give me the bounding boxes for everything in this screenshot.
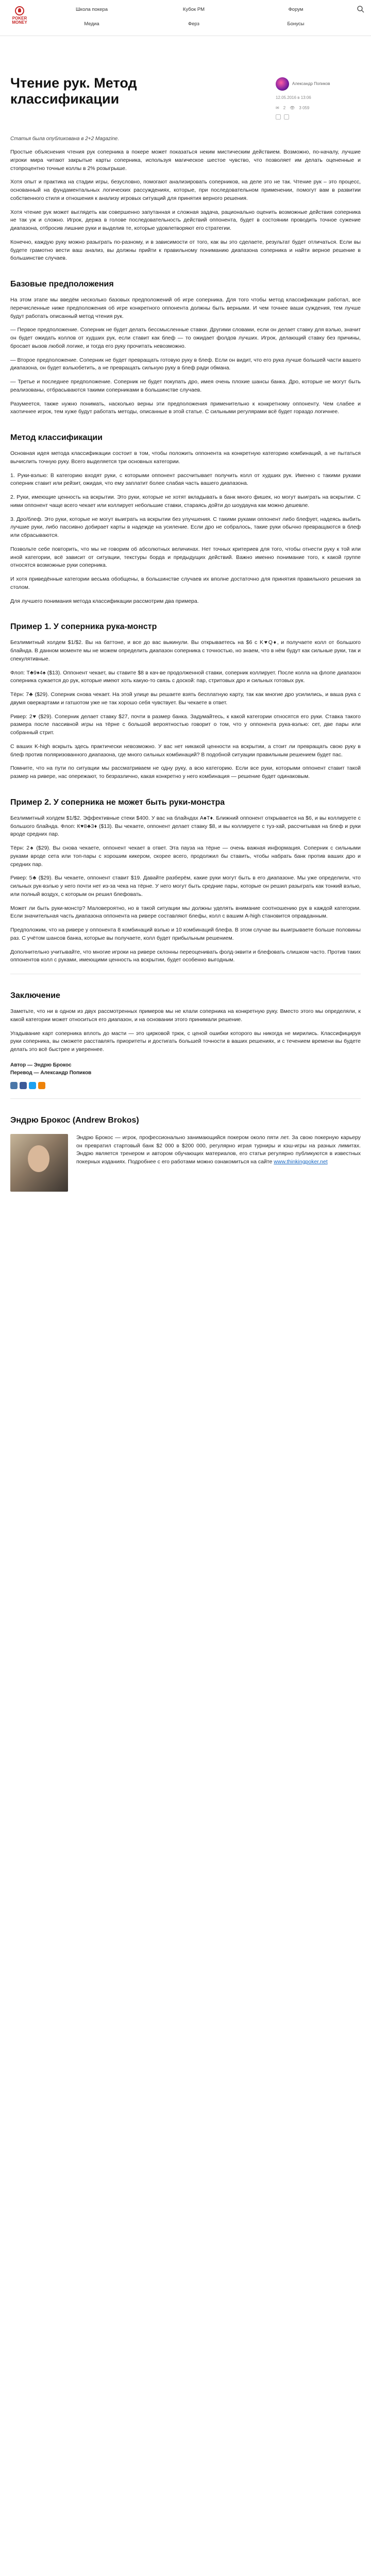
comments-count[interactable]: 2 (283, 106, 286, 110)
section-paragraph: Флоп: T♣9♦4♠ ($13). Оппонент чекает, вы ставите $8 в кач-ве продолженной ставки, соперник коллирует. После колла на флопе диапазон соперника сужается до рук, которые имеют хоть какую-то связь с доской: пар, стритовых дро и сильных готовых рук. (10, 669, 361, 684)
facebook-share-icon[interactable] (20, 1082, 27, 1089)
section-paragraph: — Второе предположение. Соперник не будет превращать готовую руку в блеф. Если он видит, что его рука лучше большей части вашего диапазона, он будет вэльюбетить, а не превращать сильную руку в блеф ради обмана. (10, 357, 361, 371)
intro-paragraph: Хотя чтение рук может выглядеть как совершенно запутанная и сложная задача, рационально оценить возможные действия соперника не так уж и сложно. Игрок, держа в голове последовательность действий оппонента, будет в состоянии проводить точное сужение диапазона, отбросив лишние руки и выделив те, которые удовлетворяют его стратегии. (10, 209, 361, 231)
nav-item-forum[interactable]: Форум (288, 7, 303, 12)
twitter-share-icon[interactable] (29, 1082, 36, 1089)
bio-link[interactable]: www.thinkingpoker.net (274, 1159, 328, 1165)
section-heading: Метод классификации (10, 433, 103, 442)
section-paragraph: На этом этапе мы введём несколько базовых предположений об игре соперника. Для того чтобы метод классификации работал, все перечисленные ниже предположения об игре конкретного оппонента должны быть верными. И чем точнее ваши суждения, тем лучше будут работать описанный метод чтения рук. (10, 297, 361, 319)
nav-item-bonuses[interactable]: Бонусы (287, 21, 305, 27)
comments-icon: ✉ (276, 106, 279, 110)
section-paragraph: Позвольте себе повторить, что мы не говорим об абсолютных величинах. Нет точных критериев для того, чтобы отнести руку к той или иной категории, всё зависит от ситуации, текстуры борда и предыдущих действий. Важно именно понимание того, к какой группе относятся возможные руки соперника. (10, 546, 361, 569)
section-paragraph: Ривер: 5♣ ($29). Вы чекаете, оппонент ставит $19. Давайте разберём, какие руки могут быть в его диапазоне. Мы уже определили, что сильных рук-вэлью у него почти нет из-за чека на тёрне. У него могут быть средние пары, которые он решил разыграть как тонкий вэлью, или полный воздух, с которым он решил блефовать. (10, 875, 361, 897)
share-icon[interactable] (276, 114, 281, 120)
section-paragraph: 2. Руки, имеющие ценность на вскрытии. Это руки, которые не хотят вкладывать в банк много фишек, но могут выиграть на вскрытии. С ними оппонент чаще всего чекает или коллирует небольшие ставки, стараясь дойти до шоудауна как можно дешевле. (10, 494, 361, 509)
byline-translator: Перевод — Александр Попиков (10, 1070, 92, 1076)
main-nav (49, 5, 338, 29)
search-icon[interactable] (357, 5, 365, 13)
section-paragraph: — Третье и последнее предположение. Соперник не будет покупать дро, имея очень плохие шансы банка. Дро, которые не могут быть реализованы, отбрасываются такими соперниками в большинстве случаев. (10, 379, 361, 393)
ok-share-icon[interactable] (38, 1082, 45, 1089)
bio-text: Эндрю Брокос — игрок, профессионально занимающийся покером около пяти лет. За свою покерную карьеру он превратил стартовый банк $2 000 в $200 000, регулярно играя турниры и кэш-игры на разных лимитах. Эндрю является тренером и автором обучающих материалов, его статьи регулярно публикуются в известных покерных изданиях. Подробнее с его работами можно ознакомиться на сайте (76, 1134, 361, 1165)
author-bio (10, 1134, 361, 1192)
intro-paragraph: Простые объяснения чтения рук соперника в покере может показаться неким мистическим действием. Возможно, по-началу, лучшие игроки мира читают закрытые карты соперника, используя магическое шестое чувство, что позволяет им делать оцененные и стопроцентно точные коллы в 2% розыгрыше. (10, 149, 361, 172)
author-photo (10, 1134, 68, 1192)
section-paragraph: Безлимитный холдем $1/$2. Эффективные стеки $400. У вас на блайндах А♠Т♦. Ближний оппонент открывается на $6, и вы коллируете с большого блайнда. Флоп: К♥8♣3♦ ($13). Вы чекаете, оппонент делает ставку $8, и вы коллируете с туз-хай, рассчитывая на блеф и руки вроде средних пар. (10, 815, 361, 838)
section-paragraph: Предположим, что на ривере у оппонента 8 комбинаций вэлью и 10 комбинаций блефа. В этом случае вы выигрываете больше половины раз. С учётом шансов банка, которые вы получаете, колл будет прибыльным решением. (10, 927, 361, 941)
divider (10, 1098, 361, 1099)
byline-author: Автор — Эндрю Брокос (10, 1062, 72, 1068)
section-paragraph: Безлимитный холдем $1/$2. Вы на баттоне, и все до вас выкинули. Вы открываетесь на $6 с K♥Q♦, и получаете колл от большого блайнда. В данном моменте мы не можем определить диапазон соперника с точностью, но знаем, что в нём будут как сильные руки, так и спекулятивные. (10, 639, 361, 662)
bookmark-icon[interactable] (284, 114, 289, 120)
section-paragraph: Угадывание карт соперника вплоть до масти — это цирковой трюк, с ценой ошибки которого вы никогда не мирились. Классифицируя руки соперника, вы сможете расставлять приоритеты и достигать большей точности в ваших решениях, и с течением времени вы будете делать это всё быстрее и увереннее. (10, 1030, 361, 1053)
bio-title: Эндрю Брокос (Andrew Brokos) (10, 1115, 139, 1125)
section-paragraph: Тёрн: 7♣ ($29). Соперник снова чекает. На этой улице вы решаете взять бесплатную карту, так как многие дро усилились, и ваша рука с двумя оверкартами и гатшотом уже не так хорошо себя чувствует. Вы чекаете в ответ. (10, 691, 361, 706)
section-paragraph: Тёрн: 2♠ ($29). Вы снова чекаете, оппонент чекает в ответ. Эта пауза на тёрне — очень важная информация. Соперник с сильными руками вроде сета или топ-пары с хорошим кикером, скорее всего, продолжил бы ставить, чтобы набрать банк против ваших дро и средних пар. (10, 845, 361, 868)
section-heading: Базовые предположения (10, 280, 114, 289)
intro-paragraph: Хотя опыт и практика на стадии игры, безусловно, помогают анализировать соперников, на деле это не так. Чтение рук – это процесс, основанный на фундаментальных логических рассуждениях, которые, при последовательном применении, помогут вам в развитии собственного стиля и отношения к анализу игровых ситуаций для принятия верного решения. (10, 179, 361, 201)
publish-date: 12.05.2016 в 13:06 (276, 95, 311, 100)
views-count: 3 059 (299, 106, 310, 110)
nav-item-school[interactable]: Школа покера (75, 7, 108, 12)
section-paragraph: 1. Руки-вэлью: В категорию входят руки, с которыми оппонент рассчитывает получить колл от худших рук. Именно с такими руками соперник ставит или рейзит, ожидая, что ему заплатит более слабая часть вашего диапазона. (10, 472, 361, 487)
section-paragraph: Дополнительно учитывайте, что многие игроки на ривере склонны переоценивать фолд-эквити и блефовать слишком часто. Против таких оппонентов колл с руками, имеющими ценность на вскрытии, будет особенно выгодным. (10, 948, 361, 963)
section-paragraph: Помните, что на пути по ситуации мы рассматриваем не одну руку, а всю категорию. Если все руки, которыми оппонент ставит такой размер на ривере, нас опережают, то безразлично, какая конкретно у него комбинация — решение будет одинаковым. (10, 765, 361, 779)
publication-note: Статья была опубликована в 2+2 Magazine. (10, 136, 120, 142)
section-paragraph: Основная идея метода классификации состоит в том, чтобы положить оппонента на конкретную категорию комбинаций, а не пытаться вычислить точную руку. Всего выделяется три основных категории. (10, 450, 361, 465)
section-paragraph: Ривер: 2♥ ($29). Соперник делает ставку $27, почти в размер банка. Задумайтесь, к какой категории относятся его руки. Ставка такого размера после пассивной игры на тёрне с большой вероятностью говорит о том, что у оппонента рука-вэлью: сет, две пары или собранный стрит. (10, 713, 361, 736)
author-name[interactable]: Александр Попиков (292, 81, 330, 86)
site-logo[interactable] (7, 6, 32, 25)
article-title: Чтение рук. Метод классификации (10, 75, 137, 107)
logo-flame-icon (15, 6, 24, 15)
section-paragraph: И хотя приведённые категории весьма обобщены, в большинстве случаев их вполне достаточно для принятия правильного решения за столом. (10, 576, 361, 590)
nav-item-ferz[interactable]: Ферз (188, 21, 200, 27)
logo-line2: MONEY (12, 20, 27, 25)
article (0, 36, 371, 1192)
section-paragraph: — Первое предположение. Соперник не будет делать бессмысленные ставки. Другими словами, если он делает ставку для вэлью, значит он будет ожидать коллов от худших рук, если ставит как блеф — то ожидает фолдов лучших. Игрок, делающий ставку без причины, бросает вызов любой логике, и тогда его руку прочитать невозможно. (10, 327, 361, 349)
byline (10, 1061, 361, 1077)
nav-item-media[interactable]: Медиа (84, 21, 99, 27)
section-heading: Пример 2. У соперника не может быть руки-монстра (10, 798, 225, 807)
section-paragraph: Для лучшего понимания метода классификации рассмотрим два примера. (10, 598, 199, 604)
views-icon: 👁 (290, 106, 295, 110)
section-paragraph: Заметьте, что ни в одном из двух рассмотренных примеров мы не клали соперника на конкретную руку. Вместо этого мы определяли, к какой категории может относиться его диапазон, и на основании этого принимали решение. (10, 1008, 361, 1023)
vk-share-icon[interactable] (10, 1082, 18, 1089)
section-paragraph: Разумеется, также нужно понимать, насколько верны эти предположения применительно к конкретному оппоненту. Чем слабее и хаотичнее игрок, тем хуже будут работать методы, описанные в этой статье. С сильными регулярами всё будет гораздо логичнее. (10, 400, 361, 415)
section-paragraph: 3. Дро/блеф. Это руки, которые не могут выиграть на вскрытии без улучшения. С такими руками оппонент либо блефует, надеясь выбить лучшие руки, либо пассивно добирает карты в надежде на усиление. Если дро не собралось, такие руки обычно превращаются в блеф или сбрасываются. (10, 516, 361, 538)
intro-paragraph: Конечно, каждую руку можно разыграть по-разному, и в зависимости от того, как вы это сделаете, результат будет отличаться. Если вы будете грамотно вести ваш анализ, вы должны прийти к правильному пониманию диапазона соперника и найти верное решение в большинстве случаев. (10, 239, 361, 262)
share-buttons (10, 1082, 361, 1089)
author-card (276, 77, 361, 120)
logo-line1: POKER (12, 16, 27, 21)
section-paragraph: С ваших K-high вскрыть здесь практически невозможно. У вас нет никакой ценности на вскрытии, а стоит ли превращать свою руку в блеф против поляризованного диапазона, где много сильных комбинаций? В подобной ситуации правильным решением будет пас. (10, 743, 361, 758)
avatar[interactable] (276, 77, 289, 91)
section-paragraph: Может ли быть руки-монстр? Маловероятно, но в такой ситуации мы должны уделять внимание соотношению рук в каждой категории. Если значительная часть диапазона оппонента на ривере составляют блефы, колл с вашим А-high становится оправданным. (10, 905, 361, 920)
site-header (0, 0, 371, 36)
section-heading: Пример 1. У соперника рука-монстр (10, 622, 157, 632)
nav-item-cup[interactable]: Кубок PM (182, 7, 205, 12)
section-heading: Заключение (10, 991, 60, 1000)
